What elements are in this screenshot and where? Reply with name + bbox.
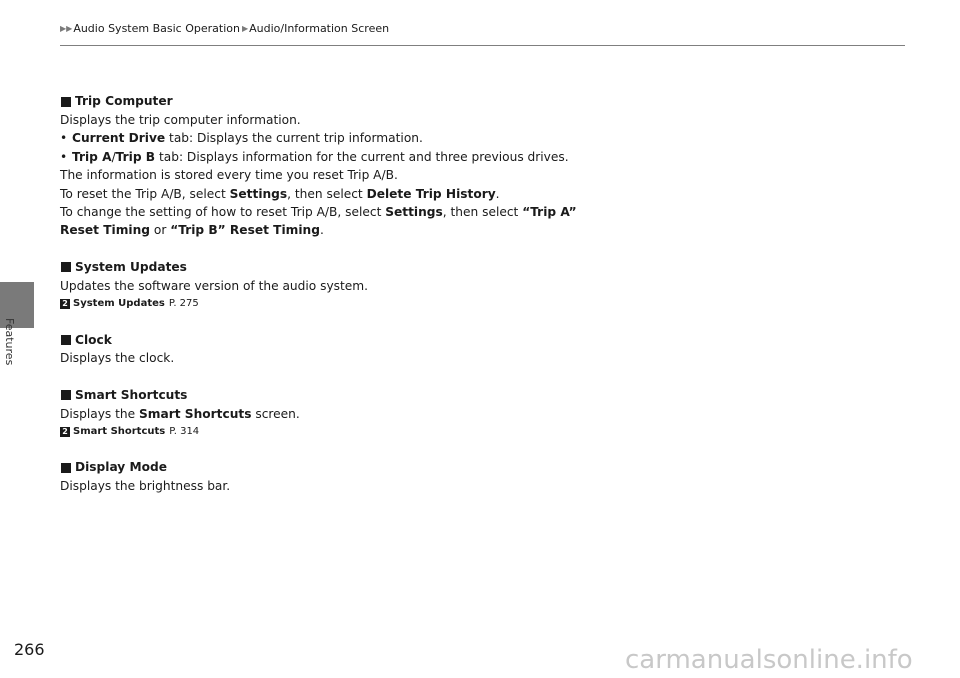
section-title: Smart Shortcuts [75, 387, 188, 402]
list-item [60, 129, 880, 147]
breadcrumb-arrow-icon: ▶ [241, 23, 249, 33]
section-display-mode [60, 458, 880, 495]
text-run: . [495, 186, 500, 201]
square-bullet-icon [61, 262, 71, 272]
cross-reference-icon: 2 [60, 427, 70, 437]
breadcrumb-arrow-icon: ▶▶ [60, 23, 73, 33]
cross-reference-link[interactable] [60, 295, 880, 312]
paragraph: Displays the clock. [60, 351, 175, 366]
text-run: / [111, 149, 116, 164]
section-heading [60, 330, 880, 349]
paragraph: Displays the brightness bar. [60, 479, 231, 494]
header-divider [60, 45, 905, 46]
ui-term: Current Drive [72, 131, 166, 146]
paragraph [60, 405, 880, 423]
text-run: tab: Displays the current trip information. [165, 131, 423, 146]
text-run: tab: Displays information for the current and three previous drives. [155, 149, 569, 164]
text-run: screen. [251, 406, 300, 421]
section-heading [60, 458, 880, 477]
square-bullet-icon [61, 335, 71, 345]
ui-term: Settings [229, 186, 288, 201]
ui-term: Trip A [72, 149, 112, 164]
square-bullet-icon [61, 97, 71, 107]
paragraph [60, 185, 880, 203]
text-run: To change the setting of how to reset Trip A/B, select [60, 205, 386, 220]
ui-term: Smart Shortcuts [139, 406, 252, 421]
watermark: carmanualsonline.info [625, 645, 913, 675]
cross-reference-link[interactable] [60, 423, 880, 440]
cross-reference-label: System Updates [73, 298, 165, 310]
ui-term: Reset Timing [60, 223, 151, 238]
section-heading [60, 386, 880, 405]
paragraph: Updates the software version of the audio system. [60, 278, 369, 293]
section-title: Clock [75, 332, 112, 347]
section-system-updates [60, 258, 880, 312]
chapter-tab [3, 318, 63, 366]
text-run: Displays the [60, 406, 140, 421]
text-run: or [150, 223, 171, 238]
section-heading [60, 258, 880, 277]
breadcrumb-item-audio-information[interactable]: Audio/Information Screen [249, 21, 390, 35]
bullet-icon: • [60, 131, 68, 146]
ui-term: “Trip B” Reset Timing [170, 223, 320, 238]
section-title: Trip Computer [75, 94, 173, 109]
page-number: 266 [14, 640, 45, 659]
cross-reference-label: Smart Shortcuts [73, 426, 166, 438]
section-title: Display Mode [75, 460, 167, 475]
section-trip-computer [60, 92, 880, 240]
cross-reference-icon: 2 [60, 299, 70, 309]
cross-reference-page: P. 314 [169, 426, 200, 438]
bullet-icon: • [60, 149, 68, 164]
section-smart-shortcuts [60, 386, 880, 440]
text-run: . [319, 223, 324, 238]
square-bullet-icon [61, 390, 71, 400]
list-item [60, 148, 880, 166]
section-clock [60, 330, 880, 367]
breadcrumb [60, 18, 905, 38]
chapter-tab-label: Features [3, 318, 16, 366]
ui-term: Settings [385, 205, 443, 220]
breadcrumb-item-audio-system[interactable]: Audio System Basic Operation [73, 21, 240, 35]
ui-term: Delete Trip History [366, 186, 496, 201]
section-title: System Updates [75, 260, 187, 275]
paragraph: Displays the trip computer information. [60, 113, 301, 127]
ui-term: “Trip A” [522, 205, 577, 220]
square-bullet-icon [61, 463, 71, 473]
paragraph [60, 221, 880, 239]
text-run: , then select [287, 186, 367, 201]
paragraph: The information is stored every time you reset Trip A/B. [60, 168, 398, 183]
ui-term: Trip B [115, 149, 156, 164]
text-run: To reset the Trip A/B, select [60, 186, 230, 201]
page-content [60, 92, 880, 513]
paragraph [60, 203, 880, 221]
section-heading [60, 92, 880, 111]
text-run: , then select [442, 205, 523, 220]
cross-reference-page: P. 275 [168, 298, 199, 310]
